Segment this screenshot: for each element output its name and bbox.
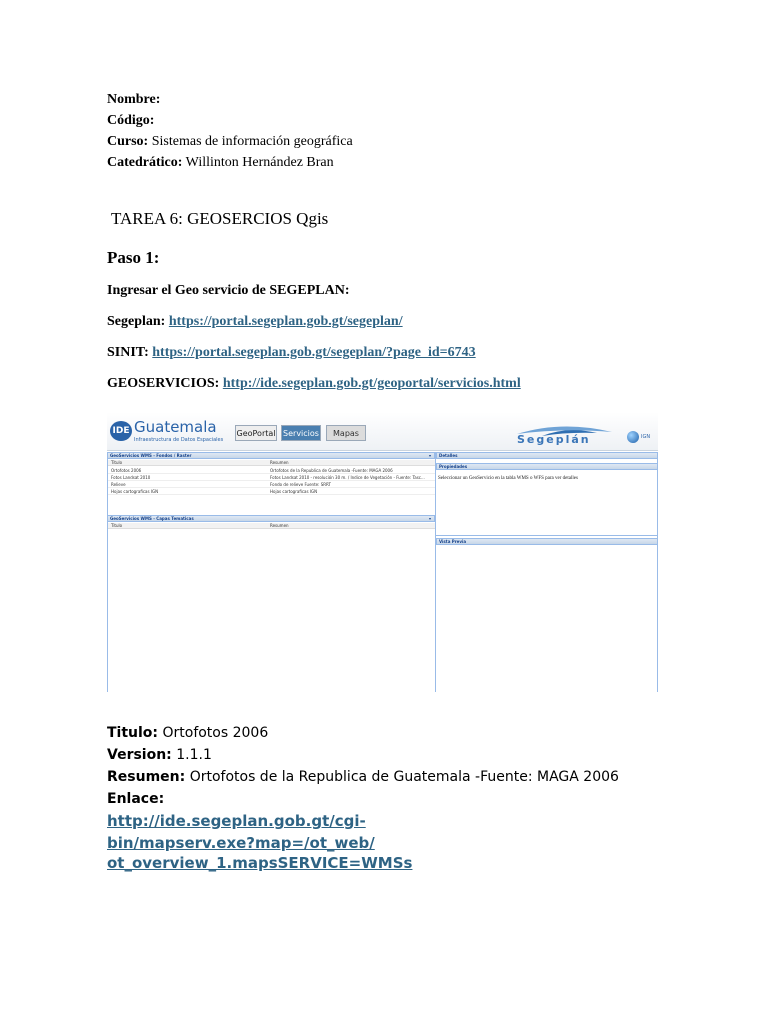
panel-properties-title: Propiedades	[439, 464, 468, 469]
panel-details-title: Detalles	[439, 453, 458, 458]
resumen-line	[107, 766, 619, 788]
segeplan-link[interactable]: https://portal.segeplan.gob.gt/segeplan/	[168, 314, 403, 329]
codigo-line	[107, 111, 154, 131]
panel-wms-base-title: GeoServicios WMS - Fondos / Raster	[110, 453, 192, 458]
sinit-link[interactable]: https://portal.segeplan.gob.gt/segeplan/?page_id=6743	[152, 345, 476, 360]
catedratico-value: Willinton Hernández Bran	[185, 155, 334, 170]
sinit-link-line	[107, 343, 476, 363]
panel-details-header	[436, 452, 658, 459]
resumen-label: Resumen:	[107, 769, 186, 785]
enlace-line	[107, 788, 164, 810]
resumen-value: Ortofotos de la Republica de Guatemala -Fuente: MAGA 2006	[189, 769, 619, 785]
col-summary-header: Resumen	[270, 460, 289, 465]
panel-wms-themes-title: GeoServicios WMS - Capas Tematicas	[110, 516, 194, 521]
step-title: Paso 1:	[107, 248, 160, 267]
col-summary-header: Resumen	[270, 523, 289, 528]
table-row[interactable]	[107, 481, 435, 488]
curso-value: Sistemas de información geográfica	[151, 134, 353, 149]
row-summary: Hojas cartograficas IGN	[270, 489, 318, 494]
geoservicios-label: GEOSERVICIOS:	[107, 376, 220, 391]
collapse-icon[interactable]: ▾	[429, 453, 432, 458]
version-label: Version:	[107, 747, 172, 763]
col-title-header: Titulo	[111, 523, 123, 528]
table-row[interactable]	[107, 467, 435, 474]
curso-label: Curso:	[107, 134, 149, 149]
panel-properties-header	[436, 463, 658, 470]
geoservicios-link[interactable]: http://ide.segeplan.gob.gt/geoportal/servicios.html	[222, 376, 521, 391]
ide-logo-subtitle: Infraestructura de Datos Espaciales	[134, 437, 224, 443]
row-summary: Fotos Landsat 2010 - resolución 30 m. / Indice de Vegetación - Fuente: Tasc...	[270, 475, 425, 480]
geoservicios-link-line	[107, 374, 521, 394]
instruction-text: Ingresar el Geo servicio de SEGEPLAN:	[107, 283, 350, 298]
right-border	[657, 452, 658, 692]
titulo-value: Ortofotos 2006	[162, 725, 269, 741]
nav-geoportal[interactable]: GeoPortal	[235, 425, 277, 441]
wms-base-column-headers	[107, 460, 435, 466]
catedratico-label: Catedrático:	[107, 155, 183, 170]
ide-logo-badge: IDE	[110, 421, 132, 441]
properties-bottom-border	[436, 535, 658, 536]
row-title: Fotos Landsat 2010	[111, 475, 151, 480]
enlace-link-line-3[interactable]: ot_overview_1.mapsSERVICE=WMSs	[107, 854, 413, 872]
version-value: 1.1.1	[176, 747, 212, 763]
geoportal-screenshot	[107, 412, 658, 692]
segeplan-label: Segeplan:	[107, 314, 166, 329]
col-title-header: Titulo	[111, 460, 123, 465]
segeplan-link-line	[107, 312, 403, 332]
catedratico-line	[107, 153, 334, 173]
globe-icon	[627, 431, 639, 443]
codigo-label: Código:	[107, 113, 155, 128]
nombre-label: Nombre:	[107, 92, 161, 107]
nav-servicios[interactable]: Servicios	[281, 425, 321, 441]
segeplan-brand: Segeplán	[517, 433, 591, 446]
nombre-line	[107, 90, 160, 110]
row-summary: Ortofotos de la Republica de Guatemala -Fuente: MAGA 2006	[270, 468, 393, 473]
table-row[interactable]	[107, 474, 435, 481]
nav-mapas[interactable]: Mapas	[326, 425, 366, 441]
geoportal-header	[107, 412, 658, 451]
version-line	[107, 744, 212, 766]
row-title: Hojas cartograficas IGN	[111, 489, 159, 494]
titulo-line	[107, 722, 268, 744]
task-title: TAREA 6: GEOSERCIOS Qgis	[111, 209, 329, 228]
panel-wms-base-header[interactable]	[107, 452, 435, 459]
sinit-label: SINIT:	[107, 345, 149, 360]
curso-line	[107, 132, 353, 152]
panel-preview-title: Vista Previa	[439, 539, 467, 544]
row-title: Relieve	[111, 482, 126, 487]
left-border	[107, 452, 108, 692]
table-row[interactable]	[107, 488, 435, 495]
enlace-link-line-2[interactable]: bin/mapserv.exe?map=/ot_web/	[107, 834, 375, 852]
ign-logo: IGN	[641, 434, 651, 440]
panel-wms-themes-header[interactable]	[107, 515, 435, 522]
collapse-icon[interactable]: ▾	[429, 516, 432, 521]
titulo-label: Titulo:	[107, 725, 159, 741]
row-summary: Fondo de relieve Fuente: SRRT	[270, 482, 331, 487]
properties-text: Seleccionar un GeoServicio en la tabla WMS o WFS para ver detalles	[438, 476, 578, 481]
panel-preview-header	[436, 538, 658, 545]
panel-divider	[435, 452, 436, 692]
wms-themes-column-headers	[107, 523, 435, 529]
ide-logo-title: Guatemala	[134, 418, 217, 436]
enlace-label: Enlace:	[107, 791, 165, 807]
row-title: Ortofotos 2006	[111, 468, 142, 473]
enlace-link-line-1[interactable]: http://ide.segeplan.gob.gt/cgi-	[107, 812, 366, 830]
